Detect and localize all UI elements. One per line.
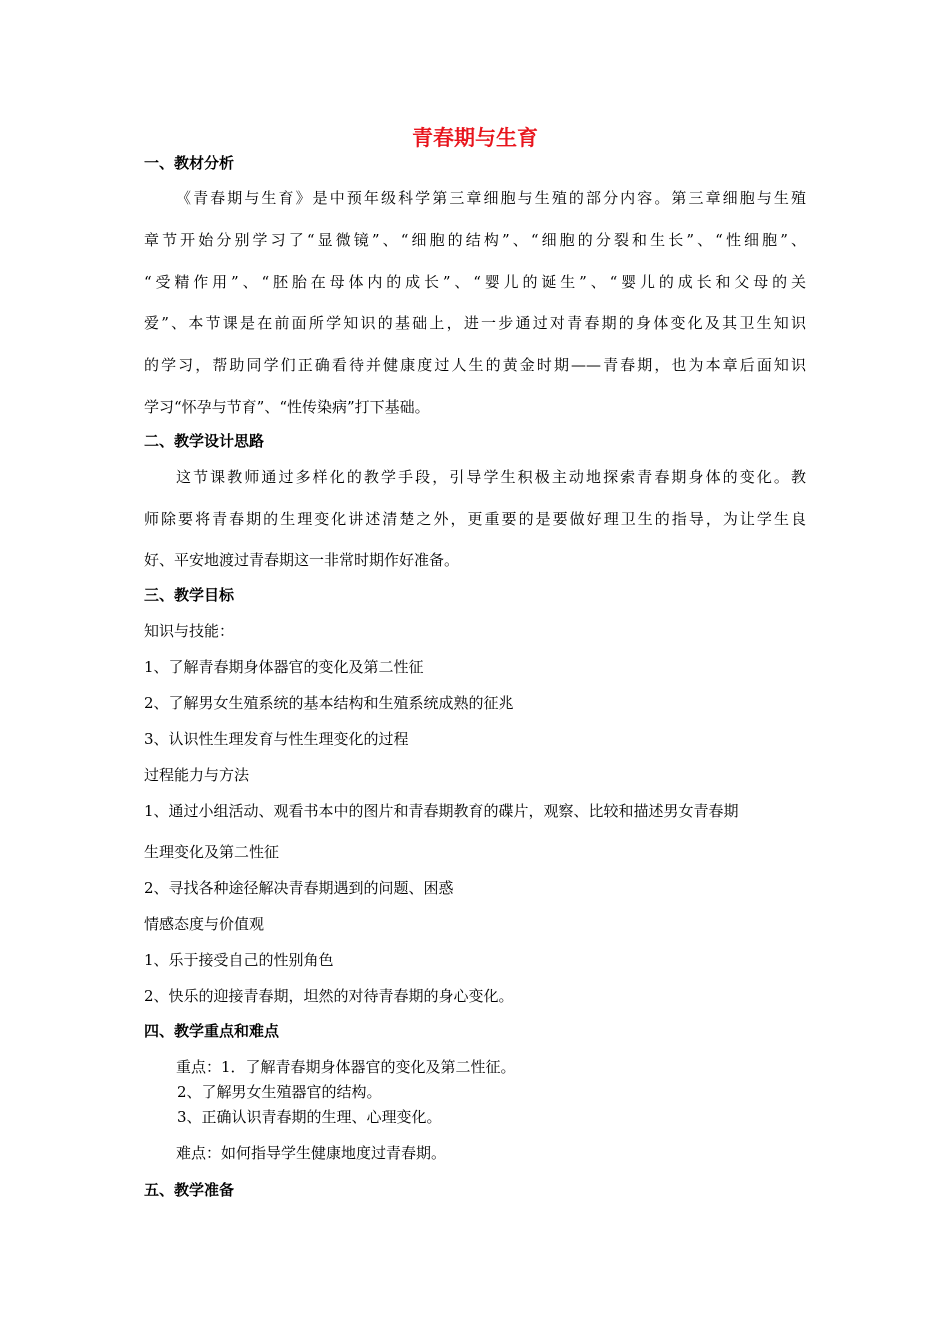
paragraph-1-line: 爱”、本节课是在前面所学知识的基础上，进一步通过对青春期的身体变化及其卫生知识 bbox=[144, 314, 806, 332]
goal-item-continued: 生理变化及第二性征 bbox=[144, 843, 280, 861]
paragraph-1-line: 《青春期与生育》是中预年级科学第三章细胞与生殖的部分内容。第三章细胞与生殖 bbox=[176, 189, 806, 207]
goal-item: 2、了解男女生殖系统的基本结构和生殖系统成熟的征兆 bbox=[144, 694, 514, 712]
key-point: 重点：1．了解青春期身体器官的变化及第二性征。 bbox=[176, 1058, 516, 1076]
goal-item: 1、乐于接受自己的性别角色 bbox=[144, 951, 334, 969]
section-heading-5: 五、教学准备 bbox=[144, 1181, 235, 1199]
key-point: 2、了解男女生殖器官的结构。 bbox=[177, 1083, 382, 1101]
section-heading-1: 一、教材分析 bbox=[144, 154, 235, 172]
goal-subtitle-process: 过程能力与方法 bbox=[144, 766, 250, 784]
section-heading-3: 三、教学目标 bbox=[144, 586, 235, 604]
section-heading-4: 四、教学重点和难点 bbox=[144, 1022, 280, 1040]
paragraph-2-line: 这节课教师通过多样化的教学手段，引导学生积极主动地探索青春期身体的变化。教 bbox=[176, 468, 806, 486]
paragraph-1-line: 学习“怀孕与节育”、“性传染病”打下基础。 bbox=[144, 398, 430, 416]
paragraph-2-line: 好、平安地渡过青春期这一非常时期作好准备。 bbox=[144, 551, 460, 569]
goal-item: 3、认识性生理发育与性生理变化的过程 bbox=[144, 730, 409, 748]
goal-subtitle-emotion: 情感态度与价值观 bbox=[144, 915, 265, 933]
goal-subtitle-knowledge: 知识与技能： bbox=[144, 622, 235, 640]
paragraph-1-line: 章节开始分别学习了“显微镜”、“细胞的结构”、“细胞的分裂和生长”、“性细胞”、 bbox=[144, 231, 806, 249]
document-title: 青春期与生育 bbox=[412, 125, 538, 150]
paragraph-1-line: 的学习，帮助同学们正确看待并健康度过人生的黄金时期——青春期，也为本章后面知识 bbox=[144, 356, 806, 374]
goal-item: 1、通过小组活动、观看书本中的图片和青春期教育的碟片，观察、比较和描述男女青春期 bbox=[144, 802, 739, 820]
goal-item: 2、寻找各种途径解决青春期遇到的问题、困惑 bbox=[144, 879, 454, 897]
section-heading-2: 二、教学设计思路 bbox=[144, 432, 265, 450]
goal-item: 2、快乐的迎接青春期，坦然的对待青春期的身心变化。 bbox=[144, 987, 514, 1005]
key-point: 3、正确认识青春期的生理、心理变化。 bbox=[177, 1108, 442, 1126]
paragraph-1-line: “受精作用”、“胚胎在母体内的成长”、“婴儿的诞生”、“婴儿的成长和父母的关 bbox=[144, 273, 806, 291]
goal-item: 1、了解青春期身体器官的变化及第二性征 bbox=[144, 658, 424, 676]
paragraph-2-line: 师除要将青春期的生理变化讲述清楚之外，更重要的是要做好理卫生的指导，为让学生良 bbox=[144, 510, 806, 528]
difficulty-point: 难点：如何指导学生健康地度过青春期。 bbox=[176, 1144, 447, 1162]
